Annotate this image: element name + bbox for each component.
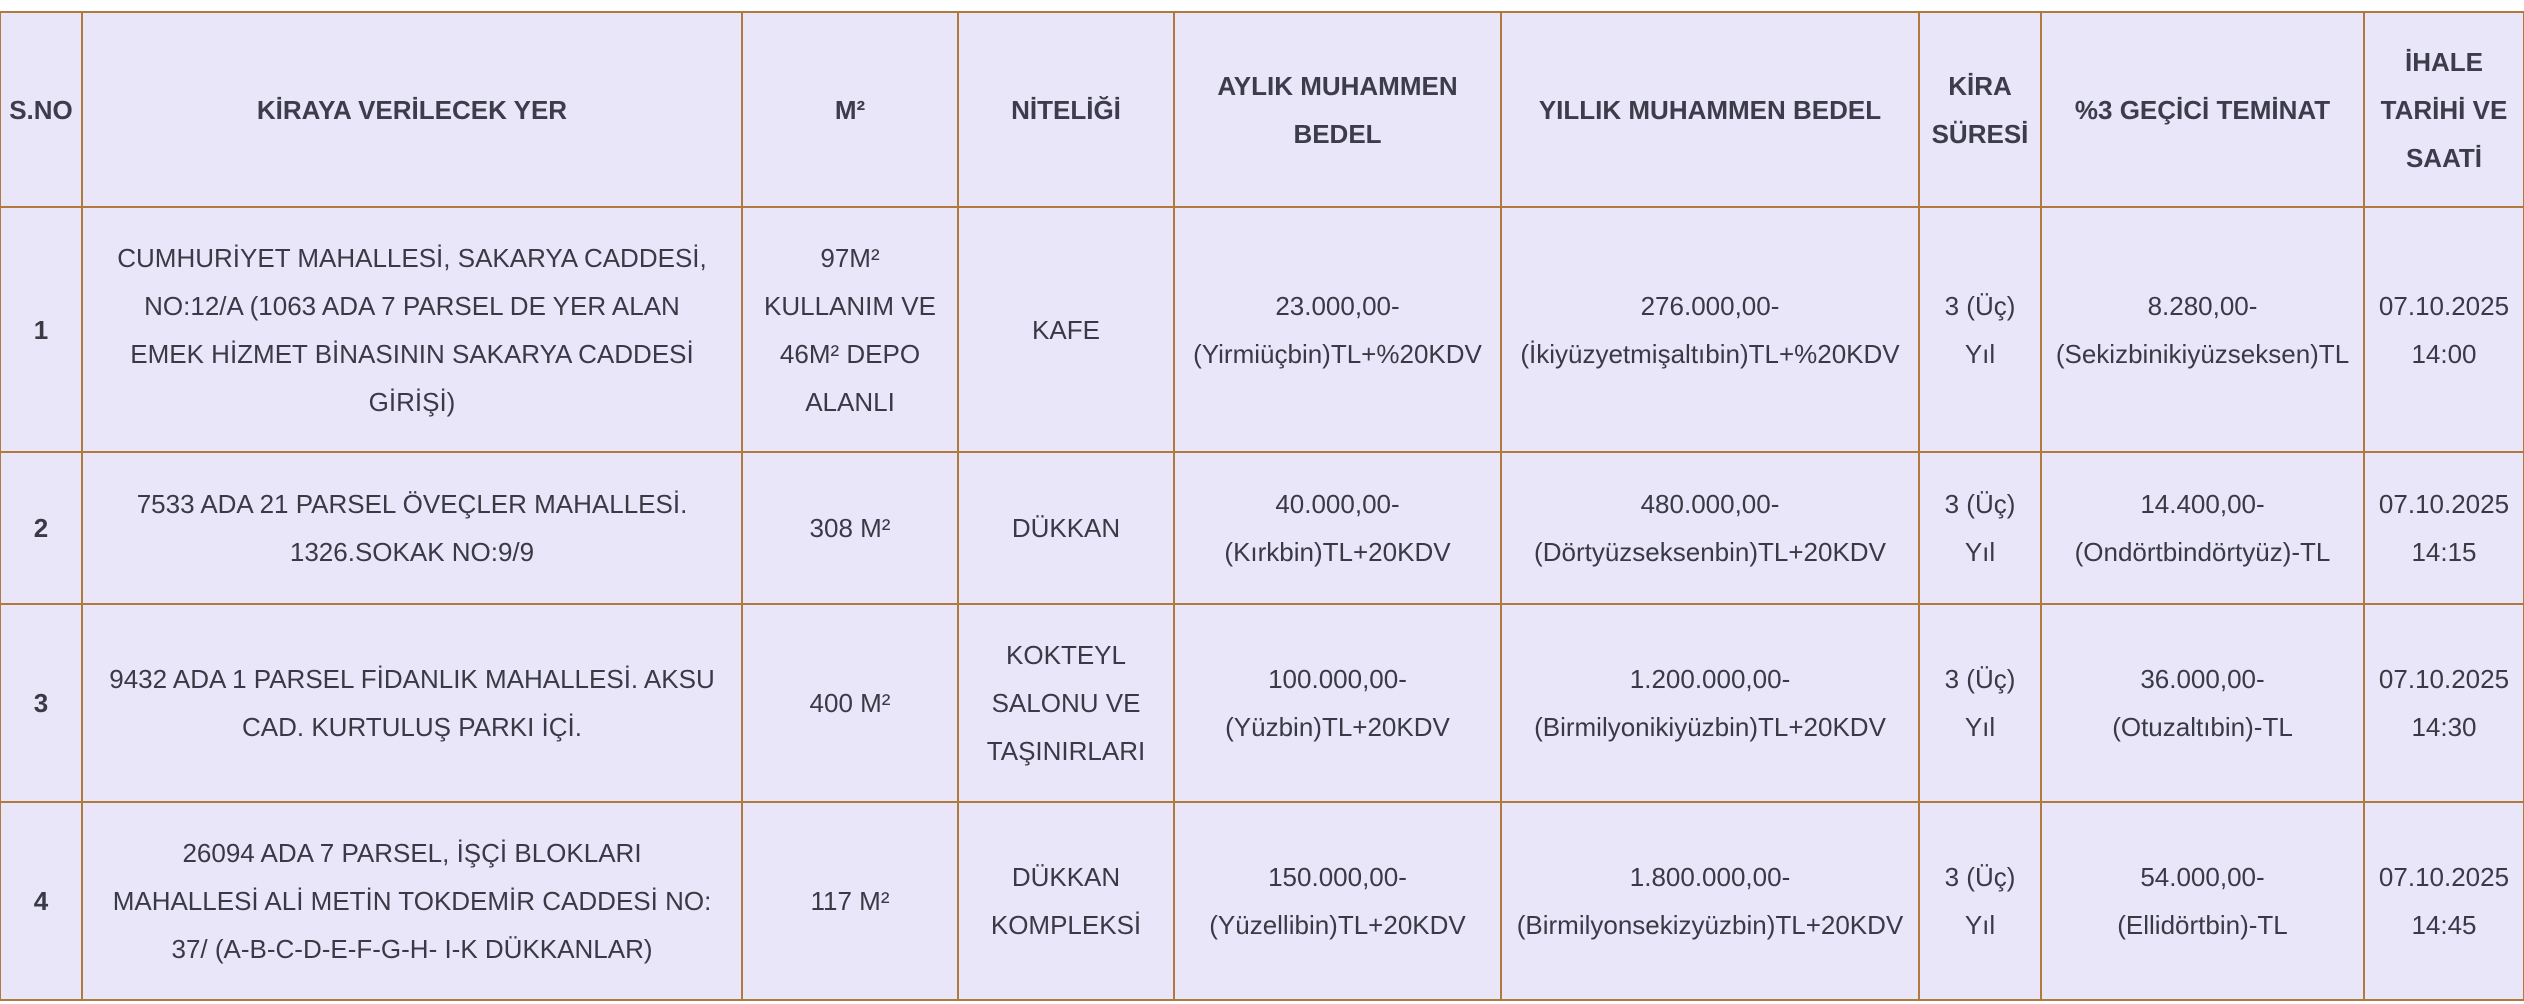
cell-line: 1.800.000,00- [1629, 862, 1791, 892]
cell-line: 276.000,00- [1640, 290, 1780, 321]
cell-line: (Birmilyonikiyüzbin)TL+20KDV [1534, 712, 1886, 742]
cell-date [2364, 604, 2524, 802]
cell-line: KAFE [1032, 314, 1100, 345]
cell-yearly [1501, 802, 1919, 1000]
cell-line: 3 (Üç) [1944, 290, 2016, 321]
cell-line: (İkiyüzyetmişaltıbin)TL+%20KDV [1520, 338, 1900, 369]
header-monthly-line: AYLIK MUHAMMEN [1217, 70, 1458, 101]
cell-nature [958, 452, 1174, 604]
cell-line: 9432 ADA 1 PARSEL FİDANLIK MAHALLESİ. AKSU [109, 664, 715, 694]
cell-line: 8.280,00- [2147, 290, 2258, 321]
cell-yearly [1501, 207, 1919, 452]
cell-line: 14:15 [2411, 537, 2477, 567]
cell-line: Yıl [1964, 712, 1996, 742]
cell-nature [958, 207, 1174, 452]
table-row [0, 452, 2524, 604]
cell-line: 37/ (A-B-C-D-E-F-G-H- I-K DÜKKANLAR) [171, 934, 653, 964]
cell-line: SALONU VE [991, 688, 1141, 718]
cell-line: Yıl [1964, 537, 1996, 567]
cell-line: (Yüzbin)TL+20KDV [1225, 712, 1450, 742]
header-duration-line: SÜRESİ [1931, 118, 2029, 149]
header-monthly-line: BEDEL [1293, 118, 1382, 149]
header-area: M² [742, 12, 958, 207]
table-row [0, 604, 2524, 802]
cell-line: 97M² [820, 242, 880, 273]
cell-line: 150.000,00- [1268, 862, 1407, 892]
cell-area [742, 604, 958, 802]
cell-line: (Dörtyüzseksenbin)TL+20KDV [1534, 537, 1886, 567]
cell-line: 07.10.2025 [2378, 862, 2510, 892]
cell-line: (Otuzaltıbin)-TL [2112, 712, 2293, 742]
cell-line: ALANLI [805, 386, 895, 417]
cell-line: 1326.SOKAK NO:9/9 [289, 537, 535, 567]
cell-line: KULLANIM VE [764, 290, 936, 321]
cell-line: 07.10.2025 [2378, 290, 2510, 321]
cell-line: 07.10.2025 [2378, 664, 2510, 694]
cell-line: (Yirmiüçbin)TL+%20KDV [1193, 338, 1482, 369]
tender-table [0, 11, 2524, 1001]
cell-line: DÜKKAN [1011, 513, 1121, 543]
cell-duration [1919, 604, 2041, 802]
cell-area [742, 207, 958, 452]
cell-area [742, 802, 958, 1000]
cell-date [2364, 452, 2524, 604]
cell-monthly [1174, 604, 1501, 802]
header-date-line: İHALE [2405, 46, 2483, 77]
cell-monthly [1174, 452, 1501, 604]
header-date-line: TARİHİ VE [2380, 94, 2508, 125]
cell-line: CAD. KURTULUŞ PARKI İÇİ. [242, 712, 582, 742]
cell-date [2364, 207, 2524, 452]
cell-line: (Birmilyonsekizyüzbin)TL+20KDV [1516, 910, 1904, 940]
table-row [0, 802, 2524, 1000]
header-duration-line: KİRA [1948, 70, 2012, 101]
cell-yearly [1501, 452, 1919, 604]
cell-line: 3 (Üç) [1944, 664, 2016, 694]
cell-deposit [2041, 802, 2364, 1000]
cell-line: 46M² DEPO [779, 338, 921, 369]
cell-line: KOMPLEKSİ [990, 910, 1142, 940]
header-deposit: %3 GEÇİCİ TEMİNAT [2041, 12, 2364, 207]
cell-line: CUMHURİYET MAHALLESİ, SAKARYA CADDESİ, [117, 242, 707, 273]
cell-line: 3 (Üç) [1944, 489, 2016, 519]
cell-line: KOKTEYL [1006, 640, 1126, 670]
cell-line: GİRİŞİ) [368, 386, 456, 417]
cell-duration [1919, 452, 2041, 604]
cell-line: 36.000,00- [2140, 664, 2265, 694]
cell-line: 23.000,00- [1275, 290, 1400, 321]
cell-place [82, 452, 742, 604]
cell-line: 14:45 [2411, 910, 2477, 940]
cell-line: 480.000,00- [1640, 489, 1780, 519]
cell-line: 14:30 [2411, 712, 2477, 742]
cell-area [742, 452, 958, 604]
header-place: KİRAYA VERİLECEK YER [82, 12, 742, 207]
cell-line: 7533 ADA 21 PARSEL ÖVEÇLER MAHALLESİ. [136, 489, 688, 519]
cell-line: EMEK HİZMET BİNASININ SAKARYA CADDESİ [130, 338, 694, 369]
cell-deposit [2041, 452, 2364, 604]
cell-line: (Yüzellibin)TL+20KDV [1209, 910, 1466, 940]
cell-nature [958, 604, 1174, 802]
cell-deposit [2041, 604, 2364, 802]
cell-line: 400 M² [809, 688, 891, 718]
cell-line: (Sekizbinikiyüzseksen)TL [2055, 338, 2350, 369]
table-row [0, 207, 2524, 452]
cell-line: 3 (Üç) [1944, 862, 2016, 892]
cell-line: 14.400,00- [2140, 489, 2265, 519]
cell-line: (Kırkbin)TL+20KDV [1224, 537, 1451, 567]
cell-place [82, 802, 742, 1000]
cell-line: 14:00 [2411, 338, 2477, 369]
cell-place [82, 604, 742, 802]
cell-line: Yıl [1964, 910, 1996, 940]
cell-nature [958, 802, 1174, 1000]
cell-line: (Ellidörtbin)-TL [2117, 910, 2288, 940]
cell-line: 308 M² [809, 513, 891, 543]
header-date-line: SAATİ [2405, 142, 2483, 173]
cell-duration [1919, 802, 2041, 1000]
cell-line: TAŞINIRLARI [986, 736, 1146, 766]
header-date [2364, 12, 2524, 207]
cell-yearly [1501, 604, 1919, 802]
header-yearly: YILLIK MUHAMMEN BEDEL [1501, 12, 1919, 207]
header-sno: S.NO [0, 12, 82, 207]
cell-line: Yıl [1964, 338, 1996, 369]
header-duration [1919, 12, 2041, 207]
cell-line: 26094 ADA 7 PARSEL, İŞÇİ BLOKLARI [182, 838, 642, 868]
cell-line: NO:12/A (1063 ADA 7 PARSEL DE YER ALAN [144, 290, 680, 321]
cell-line: MAHALLESİ ALİ METİN TOKDEMİR CADDESİ NO: [112, 886, 712, 916]
cell-line: 54.000,00- [2140, 862, 2265, 892]
header-monthly [1174, 12, 1501, 207]
cell-line: 100.000,00- [1268, 664, 1407, 694]
cell-sno: 2 [0, 452, 82, 604]
cell-line: 07.10.2025 [2378, 489, 2510, 519]
cell-line: 40.000,00- [1275, 489, 1400, 519]
cell-line: 1.200.000,00- [1629, 664, 1791, 694]
header-row [0, 12, 2524, 207]
cell-sno: 4 [0, 802, 82, 1000]
cell-line: (Ondörtbindörtyüz)-TL [2074, 537, 2331, 567]
cell-deposit [2041, 207, 2364, 452]
cell-monthly [1174, 207, 1501, 452]
header-nature: NİTELİĞİ [958, 12, 1174, 207]
cell-sno: 1 [0, 207, 82, 452]
cell-sno: 3 [0, 604, 82, 802]
cell-place [82, 207, 742, 452]
cell-line: 117 M² [810, 886, 890, 916]
cell-monthly [1174, 802, 1501, 1000]
cell-line: DÜKKAN [1011, 862, 1121, 892]
cell-date [2364, 802, 2524, 1000]
cell-duration [1919, 207, 2041, 452]
